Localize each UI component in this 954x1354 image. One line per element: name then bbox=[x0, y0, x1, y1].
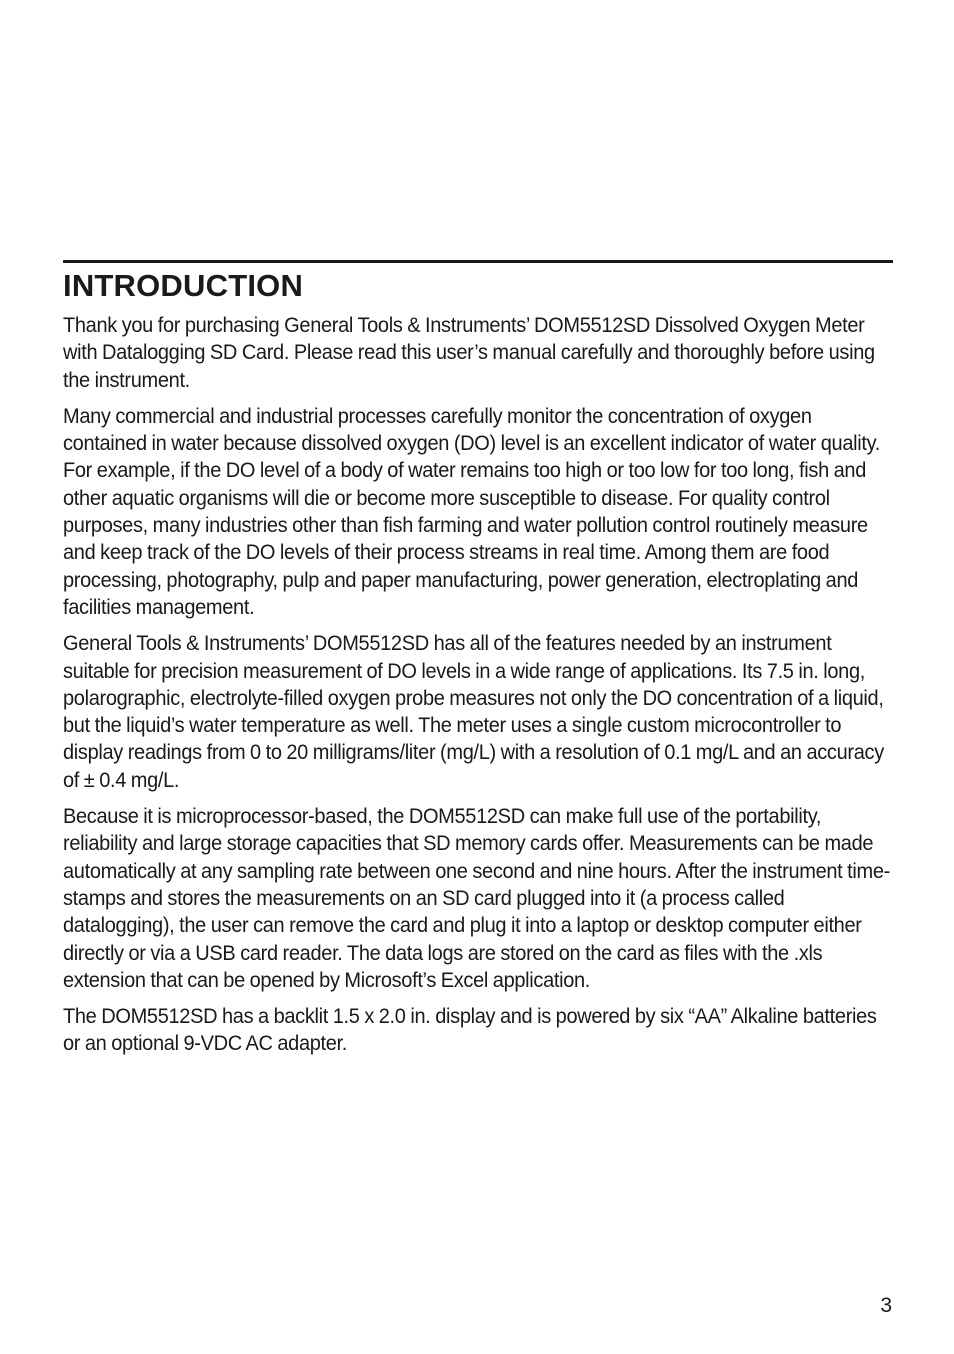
paragraph-datalogging: Because it is microprocessor-based, the DOM5512SD can make full use of the portability, reliability and large storage capacities that SD memory cards offer. Measurements can be made automatically at any sampling rate between one second and nine hours. After the instrument time-stamps and stores the measurements on an SD card plugged into it (a process called datalogging), the user can remove the card and plug it into a laptop or desktop computer either directly or via a USB card reader. The data logs are stored on the card as files with the .xls extension that can be opened by Microsoft’s Excel application. bbox=[63, 804, 890, 992]
section-body bbox=[63, 312, 893, 1058]
paragraph-thank-you: Thank you for purchasing General Tools & Instruments’ DOM5512SD Dissolved Oxygen Meter with Datalogging SD Card. Please read this user’s manual carefully and thoroughly before using the instrument. bbox=[63, 313, 875, 392]
paragraph-display-power: The DOM5512SD has a backlit 1.5 x 2.0 in. display and is powered by six “AA” Alkaline batteries or an optional 9-VDC AC adapter. bbox=[63, 1004, 877, 1056]
introduction-section bbox=[63, 260, 893, 1067]
paragraph-dissolved-oxygen-background: Many commercial and industrial processes carefully monitor the concentration of oxygen contained in water because dissolved oxygen (DO) level is an excellent indicator of water quality. For example, if the DO level of a body of water remains too high or too low for too long, fish and other aquatic organisms will die or become more susceptible to disease. For quality control purposes, many industries other than fish farming and water pollution control routinely measure and keep track of the DO levels of their process streams in real time. Among them are food processing, photography, pulp and paper manufacturing, power generation, electroplating and facilities management. bbox=[63, 403, 881, 619]
section-heading: INTRODUCTION bbox=[63, 268, 304, 303]
page-number: 3 bbox=[880, 1294, 892, 1317]
section-divider bbox=[63, 260, 893, 263]
paragraph-instrument-features: General Tools & Instruments’ DOM5512SD has all of the features needed by an instrument suitable for precision measurement of DO levels in a wide range of applications. Its 7.5 in. long, polarographic, electrolyte-filled oxygen probe measures not only the DO concentration of a liquid, but the liquid’s water temperature as well. The meter uses a single custom microcontroller to display readings from 0 to 20 milligrams/liter (mg/L) with a resolution of 0.1 mg/L and an accuracy of ± 0.4 mg/L. bbox=[63, 631, 884, 792]
